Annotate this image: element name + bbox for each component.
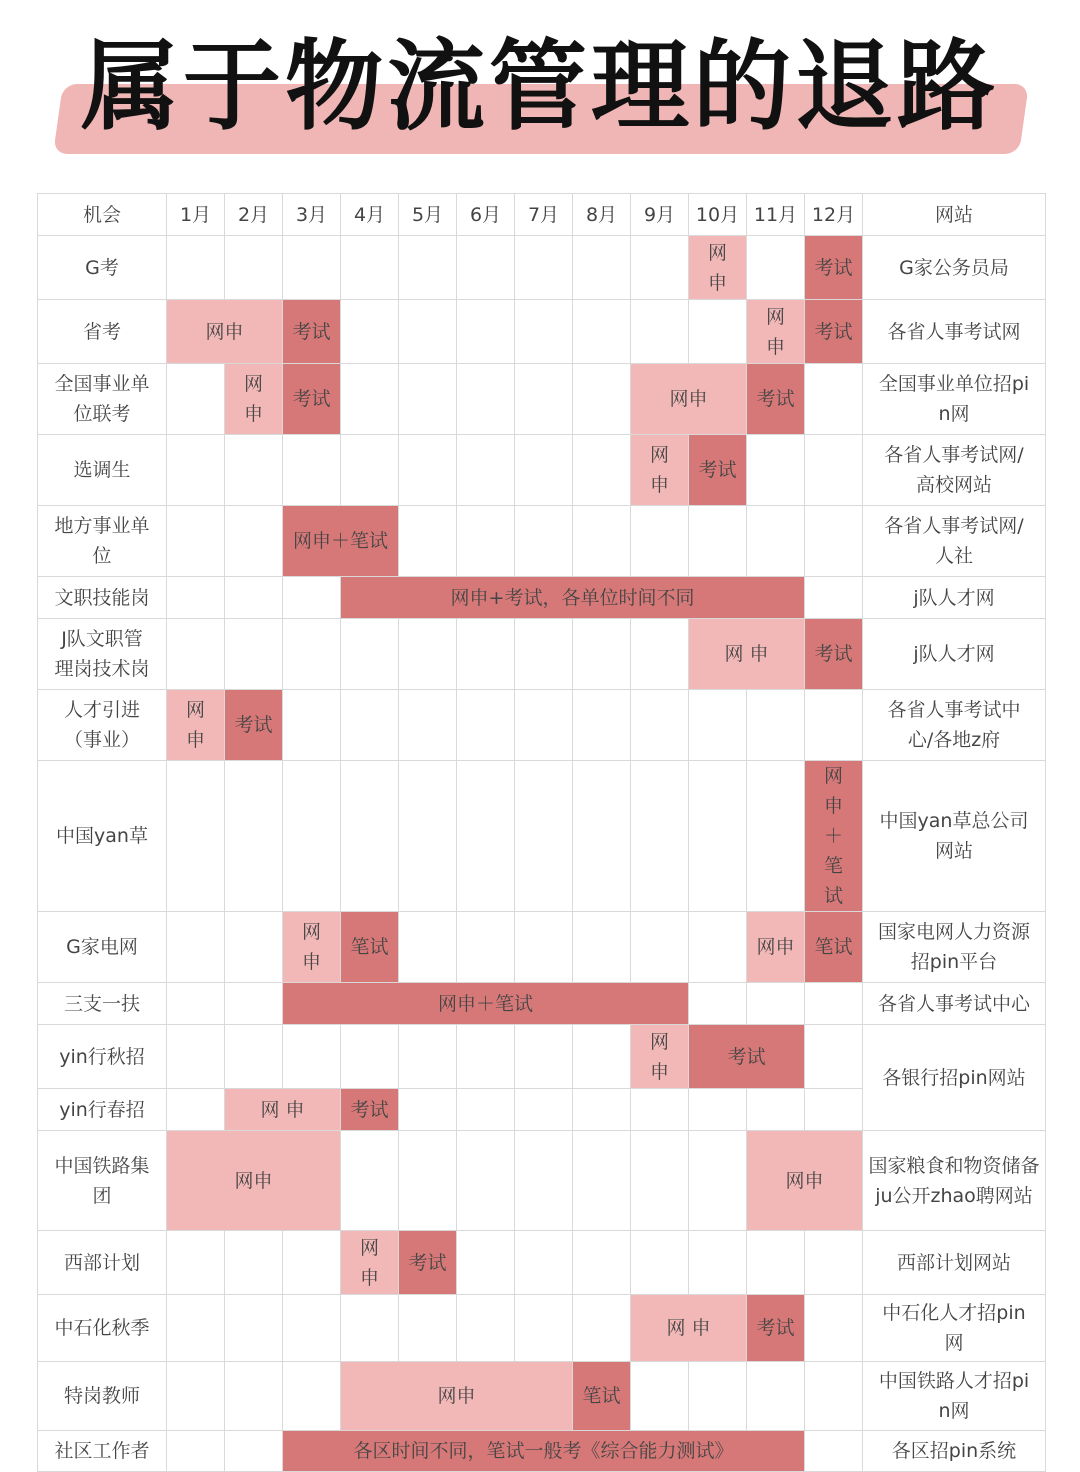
row-website: 各省人事考试中心 — [863, 983, 1046, 1025]
table-row — [38, 364, 1046, 435]
header-month: 6月 — [457, 194, 515, 236]
header-month: 1月 — [167, 194, 225, 236]
header-month: 5月 — [399, 194, 457, 236]
row-website: 全国事业单位招pin网 — [863, 364, 1046, 435]
schedule-cell: 网申 — [631, 1025, 689, 1089]
table-row — [38, 761, 1046, 912]
schedule-cell: 考试 — [747, 1295, 805, 1362]
table-header-row — [38, 194, 1046, 236]
schedule-cell: 网申 — [341, 1231, 399, 1295]
page-title: 属于物流管理的退路 — [80, 30, 999, 144]
row-name: 社区工作者 — [38, 1431, 167, 1472]
row-website: 各银行招pin网站 — [863, 1025, 1046, 1131]
row-name: 省考 — [38, 300, 167, 364]
schedule-cell: 网申 — [225, 364, 283, 435]
row-website: 中国yan草总公司网站 — [863, 761, 1046, 912]
schedule-cell: 网申 — [747, 300, 805, 364]
table-row — [38, 300, 1046, 364]
header-website: 网站 — [863, 194, 1046, 236]
schedule-cell: 网 申 — [689, 619, 805, 690]
table-row — [38, 1362, 1046, 1431]
header-month: 11月 — [747, 194, 805, 236]
row-website: 各省人事考试网/高校网站 — [863, 435, 1046, 506]
schedule-cell: 笔试 — [573, 1362, 631, 1431]
row-name: yin行春招 — [38, 1089, 167, 1131]
schedule-cell: 网申 — [631, 435, 689, 506]
schedule-cell: 网申 — [631, 364, 747, 435]
table-row — [38, 983, 1046, 1025]
schedule-cell: 网申 — [747, 1131, 863, 1231]
row-name: 人才引进（事业） — [38, 690, 167, 761]
row-name: 中国铁路集团 — [38, 1131, 167, 1231]
row-website: 各省人事考试网 — [863, 300, 1046, 364]
row-website: 西部计划网站 — [863, 1231, 1046, 1295]
header-opportunity: 机会 — [38, 194, 167, 236]
row-name: 中国yan草 — [38, 761, 167, 912]
header-month: 8月 — [573, 194, 631, 236]
row-website: 各省人事考试网/人社 — [863, 506, 1046, 577]
schedule-cell: 网 申 — [631, 1295, 747, 1362]
header-month: 10月 — [689, 194, 747, 236]
schedule-cell: 考试 — [805, 236, 863, 300]
row-name: 特岗教师 — [38, 1362, 167, 1431]
schedule-cell: 网申 — [341, 1362, 573, 1431]
row-name: 三支一扶 — [38, 983, 167, 1025]
table-row — [38, 435, 1046, 506]
schedule-cell: 网 申 — [225, 1089, 341, 1131]
schedule-cell: 考试 — [283, 300, 341, 364]
schedule-cell: 考试 — [225, 690, 283, 761]
header-month: 3月 — [283, 194, 341, 236]
schedule-cell: 网申＋笔试 — [283, 506, 399, 577]
schedule-cell: 考试 — [399, 1231, 457, 1295]
title-area — [0, 0, 1080, 185]
row-name: J队文职管理岗技术岗 — [38, 619, 167, 690]
table-row — [38, 236, 1046, 300]
row-website: j队人才网 — [863, 619, 1046, 690]
schedule-cell: 网申 — [283, 912, 341, 983]
schedule-cell: 网申 — [167, 1131, 341, 1231]
schedule-cell: 各区时间不同，笔试一般考《综合能力测试》 — [283, 1431, 805, 1472]
row-name: G家电网 — [38, 912, 167, 983]
header-month: 7月 — [515, 194, 573, 236]
table-row — [38, 1025, 1046, 1089]
schedule-cell: 考试 — [689, 435, 747, 506]
table-row — [38, 1295, 1046, 1362]
schedule-cell: 笔试 — [341, 912, 399, 983]
table-row — [38, 912, 1046, 983]
row-website: j队人才网 — [863, 577, 1046, 619]
row-website: 中国铁路人才招pin网 — [863, 1362, 1046, 1431]
schedule-cell: 考试 — [341, 1089, 399, 1131]
schedule-cell: 考试 — [805, 619, 863, 690]
row-website: 国家电网人力资源招pin平台 — [863, 912, 1046, 983]
row-website: G家公务员局 — [863, 236, 1046, 300]
row-name: 地方事业单位 — [38, 506, 167, 577]
row-name: yin行秋招 — [38, 1025, 167, 1089]
table-row — [38, 1231, 1046, 1295]
table-row — [38, 690, 1046, 761]
schedule-cell: 网申＋笔试 — [283, 983, 689, 1025]
row-website: 各省人事考试中心/各地z府 — [863, 690, 1046, 761]
row-website: 各区招pin系统 — [863, 1431, 1046, 1472]
row-name: 选调生 — [38, 435, 167, 506]
schedule-cell: 考试 — [689, 1025, 805, 1089]
schedule-cell: 考试 — [805, 300, 863, 364]
schedule-table — [37, 193, 1046, 1472]
schedule-cell: 笔试 — [805, 912, 863, 983]
table-row — [38, 1131, 1046, 1231]
row-name: 西部计划 — [38, 1231, 167, 1295]
schedule-cell: 考试 — [747, 364, 805, 435]
header-month: 9月 — [631, 194, 689, 236]
header-month: 2月 — [225, 194, 283, 236]
row-name: G考 — [38, 236, 167, 300]
row-name: 中石化秋季 — [38, 1295, 167, 1362]
row-name: 全国事业单位联考 — [38, 364, 167, 435]
table-row — [38, 577, 1046, 619]
schedule-cell: 网申+考试，各单位时间不同 — [341, 577, 805, 619]
table-row — [38, 619, 1046, 690]
table-row — [38, 506, 1046, 577]
schedule-cell: 网申 — [167, 300, 283, 364]
schedule-cell: 网申 — [167, 690, 225, 761]
schedule-cell: 考试 — [283, 364, 341, 435]
row-website: 中石化人才招pin网 — [863, 1295, 1046, 1362]
table-row — [38, 1431, 1046, 1472]
header-month: 4月 — [341, 194, 399, 236]
header-month: 12月 — [805, 194, 863, 236]
row-website: 国家粮食和物资储备ju公开zhao聘网站 — [863, 1131, 1046, 1231]
schedule-cell: 网申＋笔试 — [805, 761, 863, 912]
schedule-cell: 网申 — [689, 236, 747, 300]
schedule-cell: 网申 — [747, 912, 805, 983]
row-name: 文职技能岗 — [38, 577, 167, 619]
